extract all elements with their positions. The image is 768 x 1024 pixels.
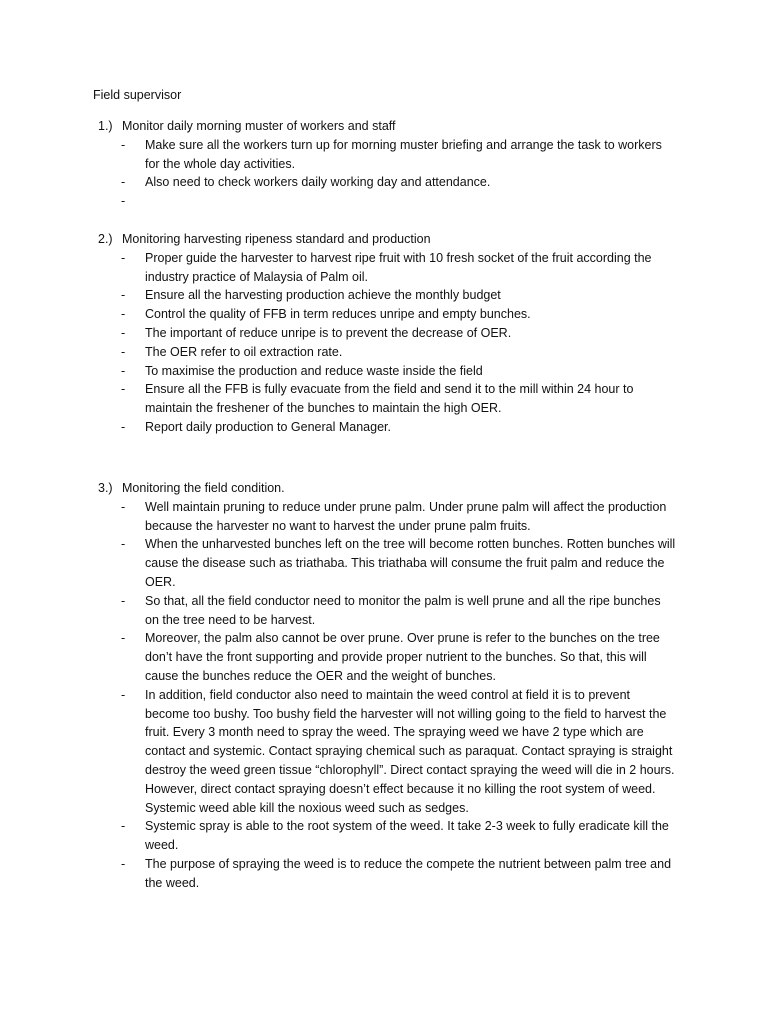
- section-number: 3.): [98, 481, 113, 495]
- section-heading-text: Monitoring harvesting ripeness standard and production: [122, 232, 431, 246]
- list-item: [98, 286, 677, 305]
- dash-bullet: -: [121, 537, 126, 552]
- dash-bullet: -: [121, 363, 126, 378]
- list-item-text: When the unharvested bunches left on the tree will become rotten bunches. Rotten bunches will cause the disease such as triathaba. This triathaba will consume the fruit palm and reduce the OER.: [145, 537, 676, 589]
- list-item: [98, 343, 677, 362]
- list-item: [98, 855, 677, 893]
- list-item: [98, 686, 677, 818]
- section-number: 1.): [98, 119, 113, 133]
- dash-bullet: -: [121, 137, 126, 152]
- dash-bullet: -: [121, 194, 126, 209]
- list-item-text: To maximise the production and reduce waste inside the field: [145, 363, 483, 378]
- list-item-text: Report daily production to General Manager.: [145, 419, 391, 434]
- dash-bullet: -: [121, 288, 126, 303]
- list-item: [98, 629, 677, 685]
- section-2: [98, 230, 698, 437]
- list-item-text: So that, all the field conductor need to monitor the palm is well prune and all the ripe bunches on the tree need to be harvest.: [145, 593, 661, 627]
- list-item-text: The important of reduce unripe is to prevent the decrease of OER.: [145, 325, 512, 340]
- list-item: [98, 305, 677, 324]
- list-item: [98, 136, 677, 174]
- bullet-list: [98, 249, 698, 437]
- list-item-text: The purpose of spraying the weed is to reduce the compete the nutrient between palm tree and the weed.: [145, 856, 672, 890]
- section-number: 2.): [98, 232, 113, 246]
- list-item: [98, 324, 677, 343]
- list-item: [98, 592, 677, 630]
- list-item-text: Control the quality of FFB in term reduces unripe and empty bunches.: [145, 307, 531, 322]
- section-heading: [98, 230, 698, 249]
- list-item-text: Also need to check workers daily working day and attendance.: [145, 175, 491, 190]
- bullet-list: [98, 498, 698, 893]
- list-item-text: Proper guide the harvester to harvest ripe fruit with 10 fresh socket of the fruit according the industry practice of Malaysia of Palm oil.: [145, 250, 652, 284]
- bullet-list: [98, 136, 698, 209]
- dash-bullet: -: [121, 856, 126, 871]
- section-heading: [98, 479, 698, 498]
- section-heading: [98, 117, 698, 136]
- list-item: [98, 380, 677, 418]
- list-item-text: Systemic spray is able to the root system of the weed. It take 2-3 week to fully eradicate kill the weed.: [145, 819, 669, 853]
- list-item: [98, 173, 677, 192]
- dash-bullet: -: [121, 819, 126, 834]
- section-heading-text: Monitoring the field condition.: [122, 481, 285, 495]
- list-item-text: Well maintain pruning to reduce under prune palm. Under prune palm will affect the production because the harvester no want to harvest the under prune palm fruits.: [145, 499, 667, 533]
- list-item: [98, 498, 677, 536]
- list-item-text: In addition, field conductor also need to maintain the weed control at field it is to prevent become too bushy. Too bushy field the harvester will not willing going to the field to harvest the fruit. Every 3 month need to spray the weed. The spraying weed we have 2 type which are contact and systemic. Contact spraying chemical such as paraquat. Contact spraying is straight destroy the weed green tissue “chlorophyll”. Direct contact spraying the weed will die in 2 hours. However, direct contact spraying doesn’t effect because it no killing the root system of weed. Systemic weed able kill the noxious weed such as sedges.: [145, 687, 675, 815]
- list-item-text: The OER refer to oil extraction rate.: [145, 344, 343, 359]
- list-item-text: Ensure all the harvesting production achieve the monthly budget: [145, 288, 501, 303]
- dash-bullet: -: [121, 307, 126, 322]
- section-1: [98, 117, 698, 209]
- list-item: [98, 362, 677, 381]
- list-item: [98, 535, 677, 591]
- list-item-text: Moreover, the palm also cannot be over prune. Over prune is refer to the bunches on the tree don’t have the front supporting and provide proper nutrient to the bunches. So that, this will cause the bunches reduce the OER and the weight of bunches.: [145, 631, 660, 683]
- dash-bullet: -: [121, 499, 126, 514]
- dash-bullet: -: [121, 250, 126, 265]
- section-3: [98, 479, 698, 893]
- dash-bullet: -: [121, 344, 126, 359]
- dash-bullet: -: [121, 325, 126, 340]
- list-item: [98, 249, 677, 287]
- dash-bullet: -: [121, 631, 126, 646]
- list-item: [98, 418, 677, 437]
- dash-bullet: -: [121, 687, 126, 702]
- dash-bullet: -: [121, 175, 126, 190]
- list-item-text: Ensure all the FFB is fully evacuate from the field and send it to the mill within 24 hour to maintain the freshener of the bunches to maintain the high OER.: [145, 382, 634, 416]
- dash-bullet: -: [121, 419, 126, 434]
- document-title: Field supervisor: [93, 88, 182, 102]
- list-item-text: Make sure all the workers turn up for morning muster briefing and arrange the task to workers for the whole day activities.: [145, 137, 662, 171]
- dash-bullet: -: [121, 382, 126, 397]
- list-item: [98, 817, 677, 855]
- dash-bullet: -: [121, 593, 126, 608]
- section-heading-text: Monitor daily morning muster of workers and staff: [122, 119, 396, 133]
